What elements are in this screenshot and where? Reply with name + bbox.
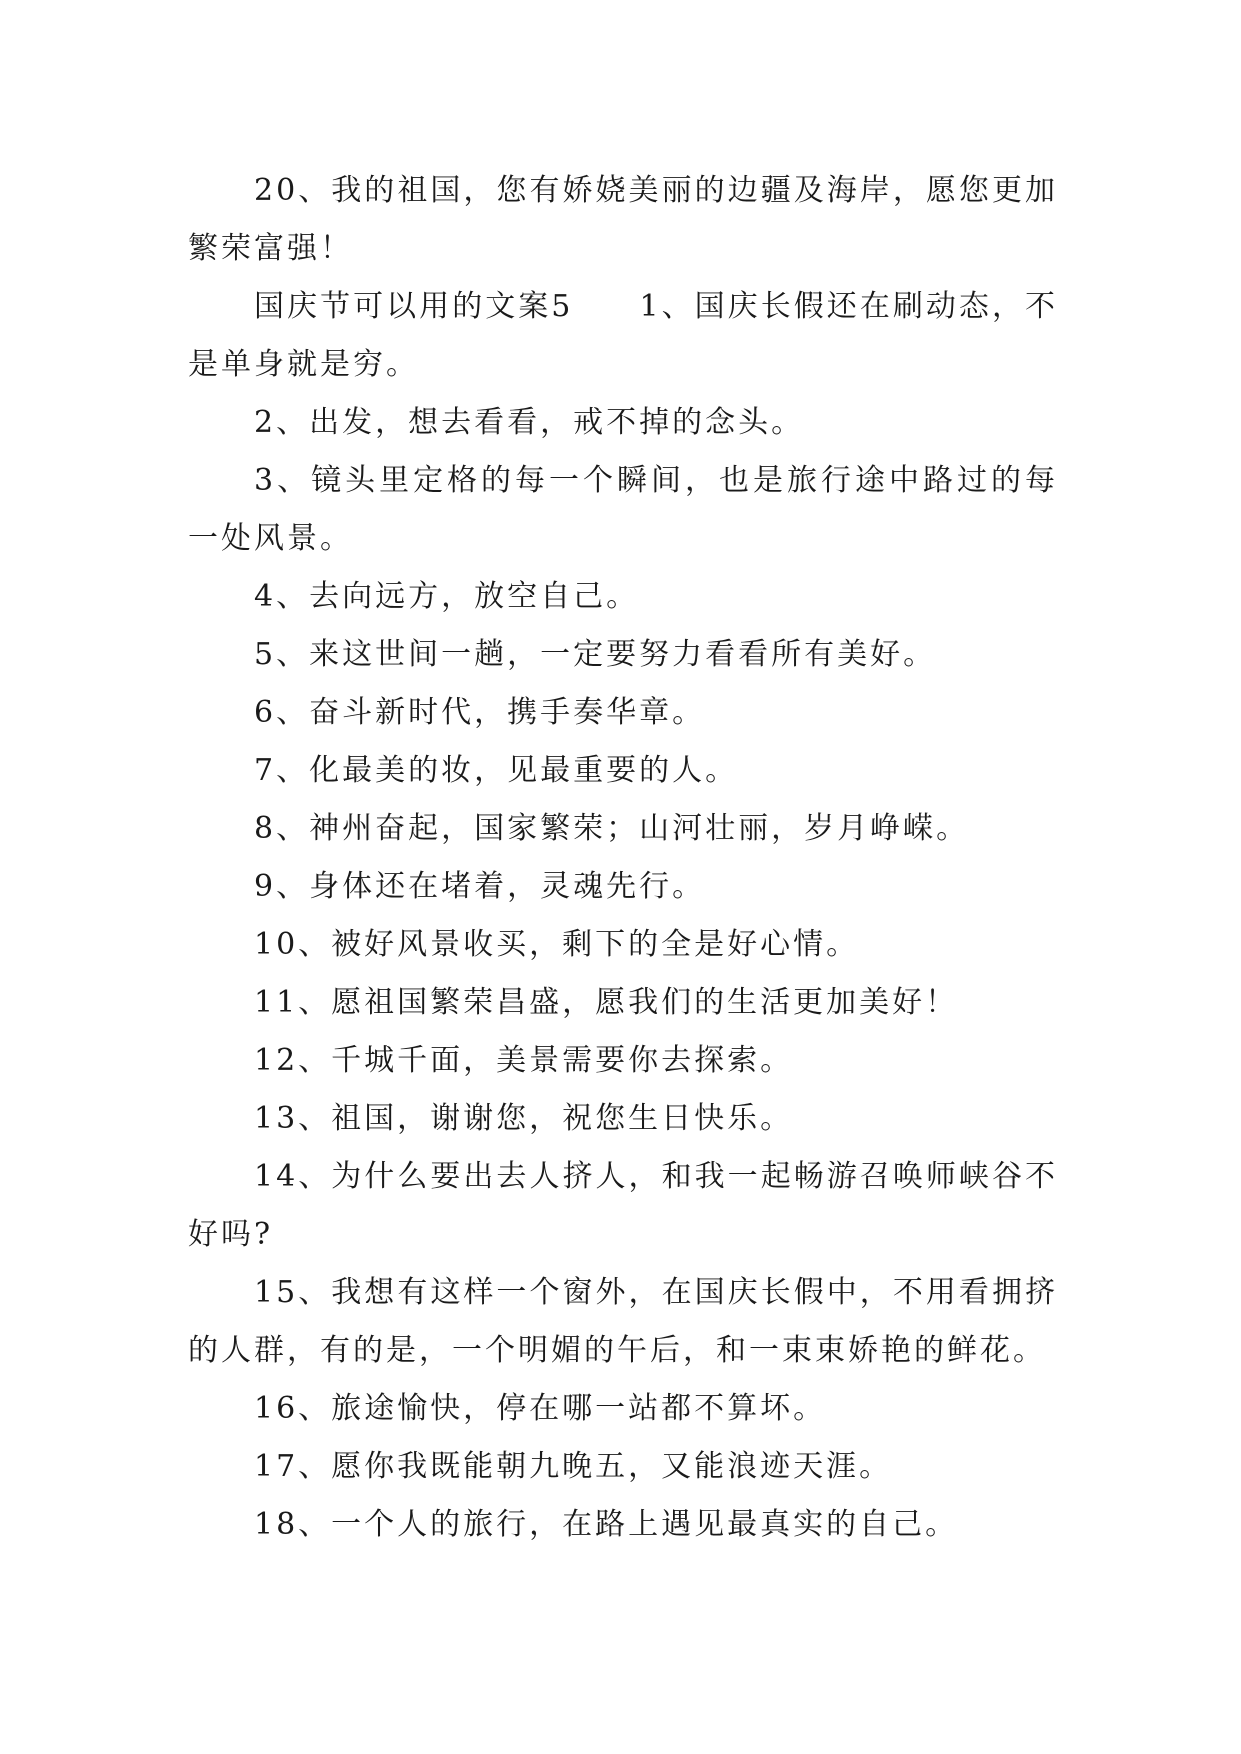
paragraph-13: 13、祖国，谢谢您，祝您生日快乐。 — [254, 1101, 794, 1136]
paragraph-17: 17、愿你我既能朝九晚五，又能浪迹天涯。 — [254, 1449, 893, 1484]
paragraph-18: 18、一个人的旅行，在路上遇见最真实的自己。 — [254, 1507, 959, 1542]
paragraph-16: 16、旅途愉快，停在哪一站都不算坏。 — [254, 1391, 827, 1426]
paragraph-20: 20、我的祖国，您有娇娆美丽的边疆及海岸，愿您更加繁荣富强！ — [188, 173, 1058, 266]
paragraph-2: 2、出发，想去看看，戒不掉的念头。 — [254, 405, 805, 440]
paragraph-section-5-intro: 国庆节可以用的文案5 1、国庆长假还在刷动态，不是单身就是穷。 — [188, 289, 1058, 382]
paragraph-11: 11、愿祖国繁荣昌盛，愿我们的生活更加美好！ — [254, 985, 959, 1020]
paragraph-8: 8、神州奋起，国家繁荣；山河壮丽，岁月峥嵘。 — [254, 811, 970, 846]
paragraph-7: 7、化最美的妆，见最重要的人。 — [254, 753, 739, 788]
paragraph-15: 15、我想有这样一个窗外，在国庆长假中，不用看拥挤的人群，有的是，一个明媚的午后，和一束束娇艳的鲜花。 — [188, 1275, 1058, 1368]
paragraph-12: 12、千城千面，美景需要你去探索。 — [254, 1043, 794, 1078]
document-body — [188, 162, 1058, 1554]
paragraph-6: 6、奋斗新时代，携手奏华章。 — [254, 695, 706, 730]
paragraph-5: 5、来这世间一趟，一定要努力看看所有美好。 — [254, 637, 937, 672]
paragraph-10: 10、被好风景收买，剩下的全是好心情。 — [254, 927, 860, 962]
paragraph-4: 4、去向远方，放空自己。 — [254, 579, 640, 614]
paragraph-3: 3、镜头里定格的每一个瞬间，也是旅行途中路过的每一处风景。 — [188, 463, 1058, 556]
paragraph-9: 9、身体还在堵着，灵魂先行。 — [254, 869, 706, 904]
paragraph-14: 14、为什么要出去人挤人，和我一起畅游召唤师峡谷不好吗? — [188, 1159, 1058, 1252]
